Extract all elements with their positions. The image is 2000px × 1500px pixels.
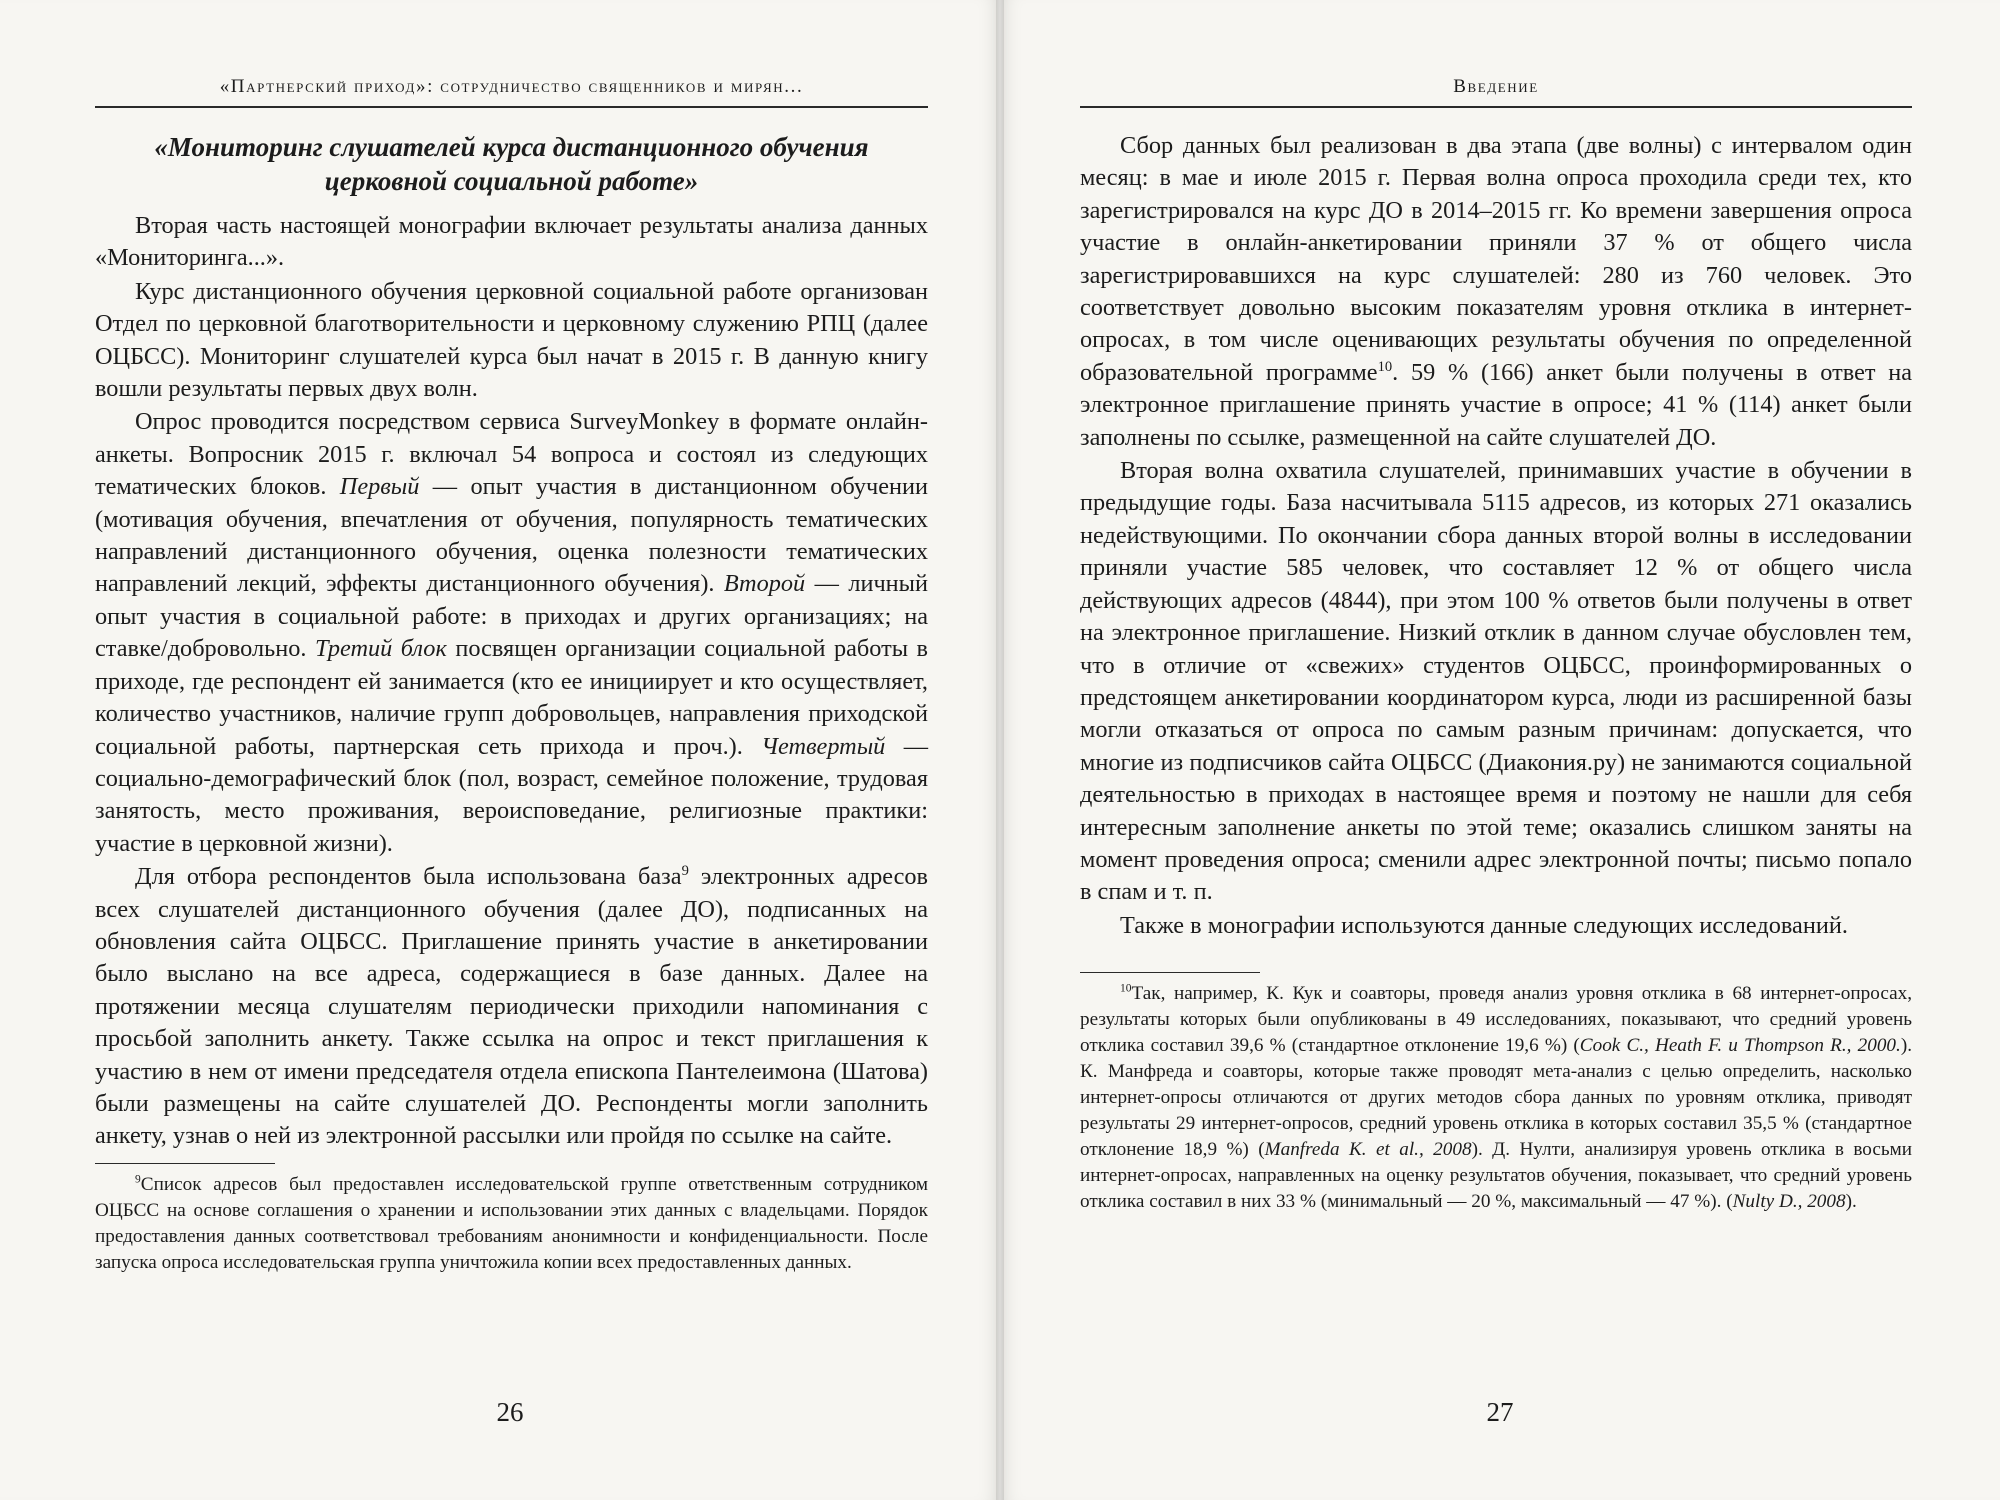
paragraph: [95, 406, 928, 860]
emphasis: Четвертый: [761, 732, 886, 760]
paragraph-text: Опрос проводится посредством сервиса SurveyMonkey в формате онлайн-анкеты. Вопросник 2015 г. включал 54 вопроса и состоял из следующих тематических блоков.: [95, 408, 928, 501]
paragraph-text: — опыт участия в дистанционном обучении (мотивация обучения, впечатления от обучения, популярность тематических направлений дистанционного обучения, оценка полезности тематических направлений лекций, эффекты дистанционного обучения).: [95, 473, 929, 598]
emphasis: Второй: [723, 570, 806, 598]
paragraph: Вторая волна охватила слушателей, принимавших участие в обучении в предыдущие годы. База насчитывала 5115 адресов, из которых 271 оказались недействующими. По окончании сбора данных второй волны в исследовании приняли участие 585 человек, что составляет 12 % от общего числа действующих адресов (4844), при этом 100 % ответов были получены в ответ на электронное приглашение. Низкий отклик в данном случае обусловлен тем, что в отличие от «свежих» студентов ОЦБСС, проинформированных о предстоящем анкетировании координатором курса, люди из расширенной базы могли отказаться от опроса по самым разным причинам: допускается, что многие из подписчиков сайта ОЦБСС (Диакония.ру) не занимаются социальной деятельностью в приходах в настоящее время и поэтому не нашли для себя интересным заполнение анкеты по этой теме; оказались слишком заняты на момент проведения опроса; сменили адрес электронной почты; письмо попало в спам и т. п.: [1080, 457, 1912, 906]
paragraph-text: Для отбора респондентов была использована база: [135, 863, 682, 891]
paragraph: [95, 861, 928, 1153]
footnote-number: 10: [1120, 982, 1132, 995]
paragraph: Также в монографии используются данные следующих исследований.: [1120, 911, 1848, 939]
section-heading: «Мониторинг слушателей курса дистанционного обучения церковной социальной работе»: [154, 132, 869, 196]
footnote-text: Список адресов был предоставлен исследовательской группе ответственным сотрудником ОЦБСС на основе соглашения о хранении и использовании этих данных с владельцами. Порядок предоставления данных соответствовал требованиям анонимности и конфиденциальности. После запуска опроса исследовательская группа уничтожила копии всех предоставленных данных.: [95, 1173, 928, 1273]
paragraph: Вторая часть настоящей монографии включает результаты анализа данных «Мониторинга...».: [95, 212, 928, 272]
paragraph-text: Сбор данных был реализован в два этапа (две волны) с интервалом один месяц: в мае и июле 2015 г. Первая волна опроса проходила среди тех, кто зарегистрировался на курс ДО в 2014–2015 гг. Ко времени завершения опроса участие в онлайн-анкетировании приняли 37 % от общего числа зарегистрировавшихся на курс слушателей: 280 из 760 человек. Это соответствует довольно высоким показателям уровня отклика в интернет-опросах, в том числе оценивающих результаты обучения по определенной образовательной программе: [1080, 132, 1912, 386]
right-page: [1000, 0, 2000, 1500]
citation: Cook C., Heath F. и Thompson R., 2000.: [1579, 1035, 1901, 1057]
paragraph-text: электронных адресов всех слушателей дистанционного обучения (далее ДО), подписанных на обновления сайта ОЦБСС. Приглашение принять участие в анкетировании было выслано на все адреса, содержащиеся в базе данных. Далее на протяжении месяца слушателям периодически приходили напоминания с просьбой заполнить анкету. Также ссылка на опрос и текст приглашения к участию в нем от имени председателя отдела епископа Пантелеимона (Шатова) были размещены на сайте слушателей ДО. Респонденты могли заполнить анкету, узнав о ней из электронной рассылки или пройдя по ссылке на сайте.: [95, 863, 929, 1150]
paragraph: Курс дистанционного обучения церковной социальной работе организован Отдел по церковной благотворительности и церковному служению РПЦ (далее ОЦБСС). Мониторинг слушателей курса был начат в 2015 г. В данную книгу вошли результаты первых двух волн.: [95, 277, 928, 403]
footnote-text: ). Д. Нулти, анализируя уровень отклика в восьми интернет-опросах, направленных на оценку результатов обучения, показывает, что средний уровень отклика составил в них 33 % (минимальный — 20 %, максимальный — 47 %). (: [1080, 1139, 1913, 1213]
paragraph-text: — личный опыт участия в социальной работе: в приходах и других организациях; на ставке/добровольно.: [95, 570, 928, 663]
footnote-rule: [1080, 972, 1260, 973]
citation: Manfreda K. et al., 2008: [1264, 1139, 1472, 1161]
running-head: Введение: [1080, 40, 1912, 108]
book-spine: [996, 0, 1004, 1500]
footnote-rule: [95, 1163, 275, 1164]
body-text: [1080, 130, 1912, 942]
footnote-number: 9: [135, 1173, 141, 1186]
paragraph-text: . 59 % (166) анкет были получены в ответ на электронное приглашение принять участие в опросе; 41 % (114) анкет были заполнены по ссылке, размещенной на сайте слушателей ДО.: [1080, 358, 1912, 451]
paragraph-text: — социально-демографический блок (пол, возраст, семейное положение, трудовая занятость, место проживания, вероисповедание, религиозные практики: участие в церковной жизни).: [95, 732, 928, 857]
footnote-text: ).: [1845, 1191, 1857, 1213]
footnote-ref: 10: [1377, 358, 1393, 375]
page-number: 26: [496, 1397, 524, 1427]
footnote: [95, 1172, 928, 1276]
footnote-text: ). К. Манфреда и соавторы, которые также проводят мета-анализ с целью определить, насколько интернет-опросы отличаются от других методов сбора данных по уровням отклика, приводят результаты 29 интернет-опросов, средний уровень отклика в которых составил 35,5 % (стандартное отклонение 18,9 %) (: [1080, 1035, 1913, 1161]
footnote-ref: 9: [681, 863, 689, 880]
footnote-text: Так, например, К. Кук и соавторы, проведя анализ уровня отклика в 68 интернет-опросах, результаты которых были опубликованы в 49 исследованиях, показывают, что средний уровень отклика составил 39,6 % (стандартное отклонение 19,6 %) (: [1080, 983, 1912, 1057]
emphasis: Первый: [339, 473, 420, 501]
body-text: [95, 210, 928, 1153]
page-number: 27: [1486, 1397, 1514, 1427]
paragraph-text: посвящен организации социальной работы в приходе, где респондент ей занимается (кто ее инициирует и кто осуществляет, количество участников, наличие групп добровольцев, направления приходской социальной работы, партнерская сеть прихода и проч.).: [95, 635, 928, 760]
paragraph: [1080, 130, 1912, 454]
footnote: [1080, 981, 1912, 1215]
emphasis: Третий блок: [314, 635, 447, 663]
citation: Nulty D., 2008: [1732, 1191, 1846, 1213]
running-head: «Партнерский приход»: сотрудничество священников и мирян...: [95, 40, 928, 108]
